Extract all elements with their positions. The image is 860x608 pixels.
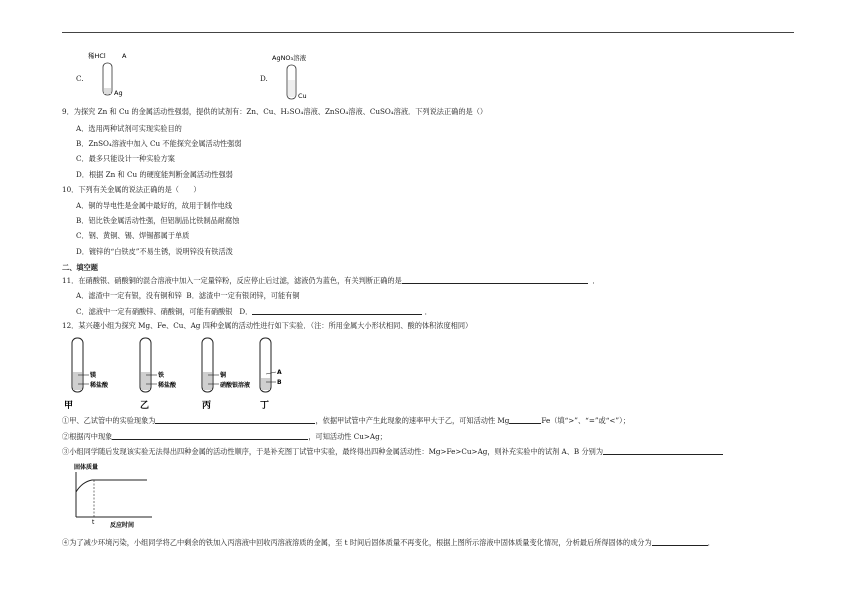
graph-t-label: t bbox=[92, 519, 95, 526]
q11-option-d: D． bbox=[239, 306, 253, 316]
q10-stem: 10．下列有关金属的说法正确的是（ ） bbox=[62, 185, 201, 194]
q10-option-d: D．镀锌的“白铁皮”不易生锈，说明锌没有铁活泼 bbox=[76, 247, 233, 256]
q11-stem-line bbox=[62, 276, 600, 284]
tube-jia bbox=[64, 338, 109, 411]
tube-yi bbox=[140, 338, 177, 411]
q12-part4-end: ． bbox=[707, 537, 715, 547]
q12-part3 bbox=[62, 447, 723, 455]
q9-option-c: C．最多只能设计一种实验方案 bbox=[76, 154, 175, 163]
q10-option-b: B．铝比铁金属活动性强，但铝制品比铁制品耐腐蚀 bbox=[76, 216, 240, 225]
q12-part2-a: ②根据丙中现象 bbox=[62, 431, 113, 441]
tube-bing-metal: 铜 bbox=[220, 372, 227, 379]
q12-part1-blank2[interactable] bbox=[509, 416, 541, 424]
tube-yi-liquid: 稀盐酸 bbox=[158, 382, 177, 389]
tube-ding-b: B bbox=[277, 379, 282, 386]
tube-figure-c bbox=[88, 48, 148, 108]
option-d-letter: D. bbox=[260, 74, 268, 83]
q11-option-b: B．滤渣中一定有银闭锌，可能有铜 bbox=[186, 291, 300, 300]
reagent-label-c: 稀HCl bbox=[88, 52, 106, 60]
tube-ding-name: 丁 bbox=[260, 401, 270, 411]
graph-xlabel: 反应时间 bbox=[110, 522, 135, 529]
tube-yi-name: 乙 bbox=[140, 401, 150, 411]
q11-answer-blank[interactable] bbox=[402, 276, 588, 284]
tube-jia-name: 甲 bbox=[64, 401, 74, 411]
q10-option-a: A．铜的导电性是金属中最好的，故用于制作电线 bbox=[76, 201, 233, 210]
q12-part4-text: ④为了减少环境污染，小组同学将乙中剩余的铁加入丙溶液中回收丙溶液溶质的金属，至 t 时间后固体质量不再变化，根据上图所示溶液中固体质量变化情况，分析最后所得固体的成分为 bbox=[62, 537, 652, 547]
tube-bing-liquid: 硝酸银溶液 bbox=[220, 382, 251, 389]
q12-part1-blank1[interactable] bbox=[155, 416, 315, 424]
tube-ding-a: A bbox=[277, 369, 282, 376]
tag-label-c: A bbox=[122, 52, 127, 60]
q11-option-c: C．滤液中一定有硝酸锌、硝酸铜，可能有硝酸银 bbox=[76, 306, 233, 316]
q9-stem: 9．为探究 Zn 和 Cu 的金属活动性强弱，提供的试剂有：Zn、Cu、H₂SO₄溶液、ZnSO₄溶液、CuSO₄溶液．下列说法正确的是（） bbox=[62, 107, 488, 116]
reagent-label-d: AgNO₃溶液 bbox=[272, 54, 307, 62]
metal-label-d: Cu bbox=[298, 92, 307, 100]
section-title: 二、填空题 bbox=[62, 263, 98, 272]
q12-part1-b: ，依据甲试管中产生此现象的速率甲大于乙，可知活动性 Mg bbox=[315, 415, 510, 425]
q11-option-d-blank[interactable] bbox=[252, 307, 422, 315]
metal-label-c: Ag bbox=[114, 89, 123, 97]
q11-stem: 11．在硝酸银、硝酸铜的混合溶液中加入一定量锌粉，反应停止后过滤，滤液仍为蓝色，有关判断正确的是 bbox=[62, 275, 402, 285]
q9-option-b: B．ZnSO₄溶液中加入 Cu 不能探究金属活动性强弱 bbox=[76, 139, 242, 148]
tube-yi-metal: 铁 bbox=[158, 372, 165, 379]
q11-option-d-end: ． bbox=[424, 306, 432, 316]
q11-stem-end: ． bbox=[592, 275, 600, 285]
tube-ding bbox=[260, 338, 282, 411]
tube-figure-d bbox=[272, 50, 332, 110]
q12-part1-c: Fe（填“>”、“=”或“<”）； bbox=[541, 415, 630, 425]
mass-time-graph bbox=[62, 462, 162, 530]
q12-part3-blank[interactable] bbox=[603, 447, 723, 455]
tube-bing-name: 丙 bbox=[202, 401, 212, 411]
tube-jia-liquid: 稀盐酸 bbox=[90, 382, 109, 389]
tube-jia-metal: 镁 bbox=[90, 372, 97, 379]
header-rule bbox=[62, 32, 794, 33]
q11-option-a: A．滤渣中一定有银，没有铜和锌 bbox=[76, 291, 182, 300]
graph-ylabel: 固体质量 bbox=[74, 464, 99, 471]
tubes-figure bbox=[62, 334, 302, 414]
q12-stem: 12．某兴趣小组为探究 Mg、Fe、Cu、Ag 四种金属的活动性进行如下实验．（注：所用金属大小形状相同、酸的体积浓度相同） bbox=[62, 321, 473, 330]
q10-option-c: C．钢、黄铜、锡、焊锡都属于单质 bbox=[76, 231, 190, 240]
q12-part1-a: ①甲、乙试管中的实验现象为 bbox=[62, 415, 156, 425]
q12-part2-blank[interactable] bbox=[112, 432, 308, 440]
tube-bing bbox=[202, 338, 250, 411]
q9-option-d: D．根据 Zn 和 Cu 的硬度能判断金属活动性强弱 bbox=[76, 170, 233, 179]
q9-option-a: A．选用两种试剂可实现实验目的 bbox=[76, 124, 182, 133]
q12-part4 bbox=[62, 538, 715, 546]
q12-part1 bbox=[62, 416, 630, 424]
q12-part2-b: ，可知活动性 Cu>Ag； bbox=[308, 431, 387, 441]
q12-part3-text: ③小组同学随后发现该实验无法得出四种金属的活动性顺序，于是补充图丁试管中实验，最终得出四种金属活动性：Mg>Fe>Cu>Ag，则补充实验中的试剂 A、B 分别为 bbox=[62, 446, 604, 456]
option-c-letter: C. bbox=[76, 74, 84, 83]
q11-options-cd bbox=[76, 307, 432, 315]
q12-part4-blank[interactable] bbox=[652, 538, 708, 546]
q11-options-ab bbox=[76, 292, 300, 299]
q12-part2 bbox=[62, 432, 387, 440]
